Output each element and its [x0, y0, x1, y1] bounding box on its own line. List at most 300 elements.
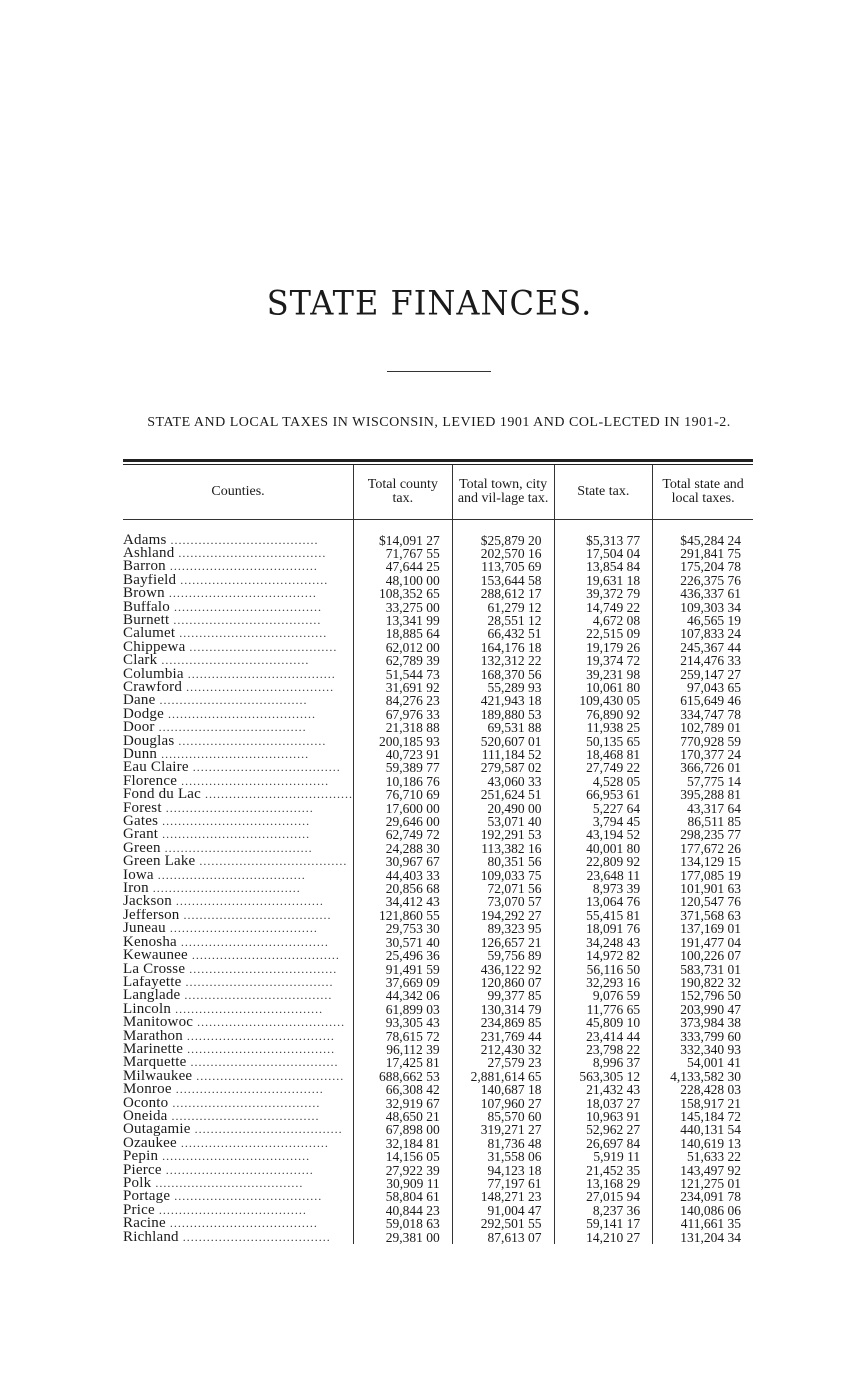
state-tax-cell: 11,938 25: [554, 721, 653, 734]
county-name: Richland: [123, 1230, 179, 1245]
county-cell: [123, 1083, 354, 1096]
county-cell: [123, 560, 354, 573]
leader-dots: .....................................: [158, 1150, 311, 1164]
county-tax-cell: 14,156 05: [354, 1150, 453, 1163]
county-name: Barron: [123, 560, 166, 574]
leader-dots: .....................................: [188, 761, 341, 775]
total-taxes-cell: 137,169 01: [680, 922, 741, 936]
leader-dots: .....................................: [176, 1136, 329, 1150]
county-name: Dunn: [123, 748, 158, 762]
county-cell: [123, 1097, 354, 1110]
county-tax-cell: 84,276 23: [354, 694, 453, 707]
state-tax-cell: 8,973 39: [554, 882, 653, 895]
state-tax-cell: 9,076 59: [554, 989, 653, 1002]
county-cell: [123, 1016, 354, 1029]
table-row: [123, 627, 753, 640]
table-row: [123, 976, 753, 989]
table-row: [123, 1217, 753, 1230]
county-cell: [123, 1177, 354, 1190]
town-city-village-tax-cell: 111,184 52: [452, 748, 554, 761]
table-row: [123, 1164, 753, 1177]
county-tax-cell: 78,615 72: [354, 1030, 453, 1043]
county-cell: [123, 627, 354, 640]
leader-dots: .....................................: [176, 935, 329, 949]
total-taxes-cell: 97,043 65: [687, 680, 741, 695]
table-row: [123, 1083, 753, 1096]
table-row: [123, 694, 753, 707]
table-row: [123, 1043, 753, 1056]
state-tax-cell: 13,064 76: [554, 895, 653, 908]
county-name: Pepin: [123, 1150, 159, 1164]
total-taxes-cell: 333,799 60: [680, 1029, 741, 1043]
county-cell: [123, 668, 354, 681]
total-taxes-cell: 134,129 15: [680, 855, 741, 869]
town-city-village-tax-cell: 59,756 89: [452, 949, 554, 962]
county-cell: [123, 909, 354, 922]
town-city-village-tax-cell: 113,382 16: [452, 842, 554, 855]
county-tax-cell: 31,691 92: [354, 681, 453, 694]
leader-dots: .....................................: [183, 667, 336, 681]
county-tax-cell: 200,185 93: [354, 735, 453, 748]
total-taxes-cell: 411,661 35: [680, 1217, 741, 1231]
state-tax-cell: 21,452 35: [554, 1164, 653, 1177]
county-name: Forest: [123, 801, 162, 816]
county-cell: [123, 1217, 354, 1230]
leader-dots: .....................................: [167, 1109, 320, 1123]
state-tax-cell: 3,794 45: [554, 815, 653, 828]
leader-dots: .....................................: [161, 1163, 314, 1177]
leader-dots: .....................................: [195, 855, 348, 869]
town-city-village-tax-cell: 31,558 06: [452, 1150, 554, 1163]
total-taxes-cell: 120,547 76: [680, 895, 741, 909]
total-taxes-cell: 332,340 93: [680, 1042, 741, 1057]
county-cell: [123, 963, 354, 976]
table-row: [123, 614, 753, 627]
total-taxes-cell: 100,226 07: [680, 949, 741, 963]
county-tax-cell: 51,544 73: [354, 668, 453, 681]
town-city-village-tax-cell: 66,432 51: [452, 627, 554, 640]
county-name: Grant: [123, 828, 159, 842]
county-name: Pierce: [123, 1163, 162, 1177]
state-tax-cell: 27,015 94: [554, 1190, 653, 1203]
table-row: [123, 989, 753, 1002]
county-tax-cell: 62,749 72: [354, 828, 453, 841]
county-cell: [123, 1043, 354, 1056]
county-name: Kewaunee: [123, 949, 188, 963]
leader-dots: .....................................: [151, 1177, 304, 1190]
table-row: [123, 1137, 753, 1150]
table-row: [123, 748, 753, 761]
total-taxes-cell: 86,511 85: [687, 815, 741, 829]
leader-dots: .....................................: [161, 801, 314, 815]
county-tax-cell: 29,381 00: [354, 1231, 453, 1244]
state-tax-cell: 13,854 84: [554, 560, 653, 573]
total-taxes-cell: 177,085 19: [680, 868, 741, 883]
town-city-village-tax-cell: 279,587 02: [452, 761, 554, 774]
town-city-village-tax-cell: 436,122 92: [452, 963, 554, 976]
county-tax-cell: 30,571 40: [354, 936, 453, 949]
town-city-village-tax-cell: 288,612 17: [452, 587, 554, 600]
leader-dots: .....................................: [169, 613, 322, 627]
state-tax-cell: 5,919 11: [554, 1150, 653, 1163]
county-cell: [123, 694, 354, 707]
town-city-village-tax-cell: 72,071 56: [452, 882, 554, 895]
town-city-village-tax-cell: 94,123 18: [452, 1164, 554, 1177]
leader-dots: .....................................: [182, 1029, 335, 1043]
county-cell: [123, 574, 354, 587]
total-taxes-cell: 170,377 24: [680, 748, 741, 762]
county-tax-cell: 67,976 33: [354, 708, 453, 721]
county-cell: [123, 1150, 354, 1163]
county-cell: [123, 1137, 354, 1150]
county-tax-cell: 21,318 88: [354, 721, 453, 734]
county-tax-cell: 108,352 65: [354, 587, 453, 600]
county-name: Portage: [123, 1190, 171, 1204]
town-city-village-tax-cell: 292,501 55: [452, 1217, 554, 1230]
county-name: Door: [123, 721, 155, 735]
town-city-village-tax-cell: 192,291 53: [452, 828, 554, 841]
total-taxes-cell: 291,841 75: [680, 546, 741, 561]
county-tax-cell: 688,662 53: [354, 1070, 453, 1083]
town-city-village-tax-cell: 55,289 93: [452, 681, 554, 694]
table-row: [123, 1097, 753, 1110]
leader-dots: .....................................: [176, 573, 329, 587]
column-header-county-tax: Total county tax.: [354, 465, 453, 519]
county-cell: [123, 976, 354, 989]
county-tax-cell: 18,885 64: [354, 627, 453, 640]
table-row: [123, 802, 753, 815]
leader-dots: .....................................: [201, 788, 354, 802]
county-tax-cell: 29,646 00: [354, 815, 453, 828]
leader-dots: .....................................: [169, 600, 322, 614]
county-name: Adams: [123, 531, 167, 547]
county-name: Burnett: [123, 613, 170, 628]
total-taxes-cell: 4,133,582 30: [670, 1069, 741, 1084]
county-name: Eau Claire: [123, 761, 189, 775]
county-cell: [123, 601, 354, 614]
table-row: [123, 547, 753, 560]
table-row: [123, 842, 753, 855]
table-caption: STATE AND LOCAL TAXES IN WISCONSIN, LEVIED 1901 AND COL-LECTED IN 1901-2.: [147, 415, 731, 430]
table-row: [123, 560, 753, 573]
county-cell: [123, 708, 354, 721]
total-taxes-cell: 140,086 06: [680, 1203, 741, 1218]
county-tax-cell: 44,342 06: [354, 989, 453, 1002]
total-taxes-cell: 51,633 22: [687, 1150, 741, 1164]
county-tax-cell: 66,308 42: [354, 1083, 453, 1096]
table-row: [123, 1231, 753, 1244]
county-cell: [123, 721, 354, 734]
state-tax-cell: 45,809 10: [554, 1016, 653, 1029]
county-name: Dane: [123, 694, 156, 708]
county-tax-cell: 17,600 00: [354, 802, 453, 815]
table-row: [123, 775, 753, 788]
county-name: Juneau: [123, 922, 166, 936]
county-tax-cell: 44,403 33: [354, 869, 453, 882]
county-cell: [123, 949, 354, 962]
state-tax-cell: 8,996 37: [554, 1056, 653, 1069]
leader-dots: .....................................: [185, 640, 338, 654]
column-header-town-city-village-tax: Total town, city and vil-lage tax.: [452, 465, 554, 519]
leader-dots: .....................................: [157, 654, 310, 668]
table-row: [123, 574, 753, 587]
table-row: [123, 654, 753, 667]
total-taxes-cell: 259,147 27: [680, 667, 741, 681]
table-row: [123, 1110, 753, 1123]
town-city-village-tax-cell: 61,279 12: [452, 601, 554, 614]
table-row: [123, 1030, 753, 1043]
leader-dots: .....................................: [165, 1217, 318, 1231]
county-name: Crawford: [123, 680, 183, 695]
leader-dots: .....................................: [175, 627, 328, 641]
state-tax-cell: 76,890 92: [554, 708, 653, 721]
state-tax-cell: 18,037 27: [554, 1097, 653, 1110]
county-tax-cell: 10,186 76: [354, 775, 453, 788]
state-tax-cell: 23,414 44: [554, 1030, 653, 1043]
total-taxes-cell: 143,497 92: [680, 1163, 741, 1177]
county-name: Oconto: [123, 1096, 169, 1110]
county-name: Clark: [123, 654, 158, 668]
county-name: Polk: [123, 1177, 152, 1191]
county-cell: [123, 895, 354, 908]
county-cell: [123, 1204, 354, 1217]
total-taxes-cell: 101,901 63: [680, 882, 741, 896]
table-header-row: [123, 465, 753, 519]
town-city-village-tax-cell: 251,624 51: [452, 788, 554, 801]
table-row: [123, 601, 753, 614]
county-name: Kenosha: [123, 935, 177, 950]
state-tax-cell: 39,231 98: [554, 668, 653, 681]
total-taxes-cell: 583,731 01: [680, 962, 741, 976]
county-tax-cell: 62,012 00: [354, 641, 453, 654]
table-row: [123, 882, 753, 895]
town-city-village-tax-cell: 73,070 57: [452, 895, 554, 908]
county-cell: [123, 1056, 354, 1069]
leader-dots: .....................................: [179, 908, 332, 922]
table-row: [123, 1070, 753, 1083]
county-tax-cell: 32,919 67: [354, 1097, 453, 1110]
state-tax-cell: 13,168 29: [554, 1177, 653, 1190]
town-city-village-tax-cell: 520,607 01: [452, 735, 554, 748]
county-tax-cell: 40,844 23: [354, 1204, 453, 1217]
county-cell: [123, 842, 354, 855]
table-row: [123, 815, 753, 828]
town-city-village-tax-cell: 91,004 47: [452, 1204, 554, 1217]
total-taxes-cell: 46,565 19: [687, 613, 741, 628]
tax-table: [123, 465, 753, 1244]
state-tax-cell: 32,293 16: [554, 976, 653, 989]
county-name: Outagamie: [123, 1123, 191, 1137]
county-tax-cell: 76,710 69: [354, 788, 453, 801]
title-divider: [387, 371, 491, 372]
leader-dots: .....................................: [178, 1230, 331, 1244]
county-name: Jefferson: [123, 908, 180, 923]
county-name: Marquette: [123, 1056, 187, 1070]
leader-dots: .....................................: [166, 532, 319, 547]
total-taxes-cell: 190,822 32: [680, 975, 741, 990]
county-name: Marinette: [123, 1042, 184, 1057]
town-city-village-tax-cell: 421,943 18: [452, 694, 554, 707]
total-taxes-cell: 366,726 01: [680, 761, 741, 775]
table-row: [123, 641, 753, 654]
town-city-village-tax-cell: 130,314 79: [452, 1003, 554, 1016]
county-tax-cell: 48,100 00: [354, 574, 453, 587]
town-city-village-tax-cell: 153,644 58: [452, 574, 554, 587]
total-taxes-cell: 102,789 01: [680, 721, 741, 735]
county-tax-cell: 29,753 30: [354, 922, 453, 935]
state-tax-cell: 19,374 72: [554, 654, 653, 667]
total-taxes-cell: $45,284 24: [680, 532, 741, 547]
total-taxes-cell: 140,619 13: [680, 1136, 741, 1151]
leader-dots: .....................................: [177, 774, 330, 788]
state-tax-cell: 10,963 91: [554, 1110, 653, 1123]
state-tax-cell: 34,248 43: [554, 936, 653, 949]
total-taxes-cell: 203,990 47: [680, 1002, 741, 1017]
county-tax-cell: 47,644 25: [354, 560, 453, 573]
county-tax-cell: 17,425 81: [354, 1056, 453, 1069]
table-row: [123, 895, 753, 908]
town-city-village-tax-cell: 194,292 27: [452, 909, 554, 922]
county-name: Florence: [123, 774, 178, 789]
county-name: Douglas: [123, 734, 175, 748]
county-name: Manitowoc: [123, 1016, 194, 1030]
leader-dots: .....................................: [154, 1203, 307, 1217]
town-city-village-tax-cell: 85,570 60: [452, 1110, 554, 1123]
county-cell: [123, 641, 354, 654]
county-tax-cell: 40,723 91: [354, 748, 453, 761]
state-tax-cell: 39,372 79: [554, 587, 653, 600]
town-city-village-tax-cell: 53,071 40: [452, 815, 554, 828]
state-tax-cell: 8,237 36: [554, 1204, 653, 1217]
county-name: Dodge: [123, 707, 164, 722]
total-taxes-cell: 191,477 04: [680, 935, 741, 950]
leader-dots: .....................................: [171, 895, 324, 909]
county-name: Columbia: [123, 667, 184, 681]
town-city-village-tax-cell: 77,197 61: [452, 1177, 554, 1190]
total-taxes-cell: 131,204 34: [680, 1230, 741, 1245]
state-tax-cell: $5,313 77: [554, 519, 653, 547]
county-tax-cell: 48,650 21: [354, 1110, 453, 1123]
county-name: Marathon: [123, 1029, 183, 1043]
county-name: Buffalo: [123, 600, 170, 614]
county-tax-cell: 25,496 36: [354, 949, 453, 962]
town-city-village-tax-cell: 132,312 22: [452, 654, 554, 667]
county-name: Green: [123, 841, 161, 856]
table-row: [123, 828, 753, 841]
state-tax-cell: 563,305 12: [554, 1070, 653, 1083]
county-cell: [123, 1164, 354, 1177]
state-tax-cell: 109,430 05: [554, 694, 653, 707]
county-name: Monroe: [123, 1083, 172, 1097]
county-name: Ashland: [123, 546, 175, 561]
county-name: Racine: [123, 1217, 166, 1231]
leader-dots: .....................................: [164, 707, 316, 721]
leader-dots: .....................................: [187, 949, 340, 963]
total-taxes-cell: 770,928 59: [680, 734, 741, 748]
town-city-village-tax-cell: 2,881,614 65: [452, 1070, 554, 1083]
county-cell: [123, 1030, 354, 1043]
county-name: Iowa: [123, 868, 154, 883]
table-row: [123, 1016, 753, 1029]
table-row: [123, 1056, 753, 1069]
county-tax-cell: 62,789 39: [354, 654, 453, 667]
county-tax-cell: 34,412 43: [354, 895, 453, 908]
total-taxes-cell: 436,337 61: [680, 587, 741, 601]
county-name: Price: [123, 1203, 155, 1218]
table-row: [123, 681, 753, 694]
county-cell: [123, 1231, 354, 1244]
state-tax-cell: 59,141 17: [554, 1217, 653, 1230]
state-tax-cell: 14,972 82: [554, 949, 653, 962]
town-city-village-tax-cell: 28,551 12: [452, 614, 554, 627]
total-taxes-cell: 109,303 34: [680, 600, 741, 614]
county-tax-cell: 37,669 09: [354, 976, 453, 989]
town-city-village-tax-cell: 231,769 44: [452, 1030, 554, 1043]
county-name: Langlade: [123, 989, 181, 1003]
county-name: Gates: [123, 815, 159, 829]
leader-dots: .....................................: [165, 922, 318, 936]
county-name: Ozaukee: [123, 1136, 177, 1151]
county-tax-cell: 33,275 00: [354, 601, 453, 614]
county-tax-cell: $14,091 27: [354, 519, 453, 547]
county-name: Iron: [123, 882, 149, 896]
town-city-village-tax-cell: 234,869 85: [452, 1016, 554, 1029]
total-taxes-cell: 214,476 33: [680, 654, 741, 668]
county-cell: [123, 815, 354, 828]
town-city-village-tax-cell: 113,705 69: [452, 560, 554, 573]
county-cell: [123, 828, 354, 841]
state-tax-cell: 26,697 84: [554, 1137, 653, 1150]
leader-dots: .....................................: [171, 1083, 324, 1097]
state-tax-cell: 40,001 80: [554, 842, 653, 855]
total-taxes-cell: 245,367 44: [680, 640, 741, 655]
total-taxes-cell: 226,375 76: [680, 573, 741, 588]
state-tax-cell: 23,648 11: [554, 869, 653, 882]
table-row: [123, 1177, 753, 1190]
total-taxes-cell: 158,917 21: [680, 1096, 741, 1110]
county-tax-cell: 93,305 43: [354, 1016, 453, 1029]
town-city-village-tax-cell: 99,377 85: [452, 989, 554, 1002]
state-tax-cell: 27,749 22: [554, 761, 653, 774]
town-city-village-tax-cell: 319,271 27: [452, 1123, 554, 1136]
state-tax-cell: 56,116 50: [554, 963, 653, 976]
state-tax-cell: 5,227 64: [554, 802, 653, 815]
county-cell: [123, 882, 354, 895]
county-name: Calumet: [123, 627, 176, 641]
county-cell: [123, 869, 354, 882]
state-tax-cell: 4,672 08: [554, 614, 653, 627]
county-name: La Crosse: [123, 962, 186, 976]
page-title: STATE FINANCES.: [266, 283, 593, 323]
county-cell: [123, 1110, 354, 1123]
town-city-village-tax-cell: 189,880 53: [452, 708, 554, 721]
town-city-village-tax-cell: 126,657 21: [452, 936, 554, 949]
town-city-village-tax-cell: 87,613 07: [452, 1231, 554, 1244]
county-tax-cell: 24,288 30: [354, 842, 453, 855]
leader-dots: .....................................: [158, 815, 311, 829]
county-cell: [123, 1070, 354, 1083]
leader-dots: .....................................: [181, 975, 334, 989]
leader-dots: .....................................: [153, 868, 306, 882]
county-cell: [123, 1123, 354, 1136]
county-name: Bayfield: [123, 573, 177, 588]
leader-dots: .....................................: [193, 1016, 346, 1030]
table-row: [123, 761, 753, 774]
county-tax-cell: 71,767 55: [354, 547, 453, 560]
county-cell: [123, 922, 354, 935]
state-tax-cell: 19,179 26: [554, 641, 653, 654]
county-tax-cell: 13,341 99: [354, 614, 453, 627]
